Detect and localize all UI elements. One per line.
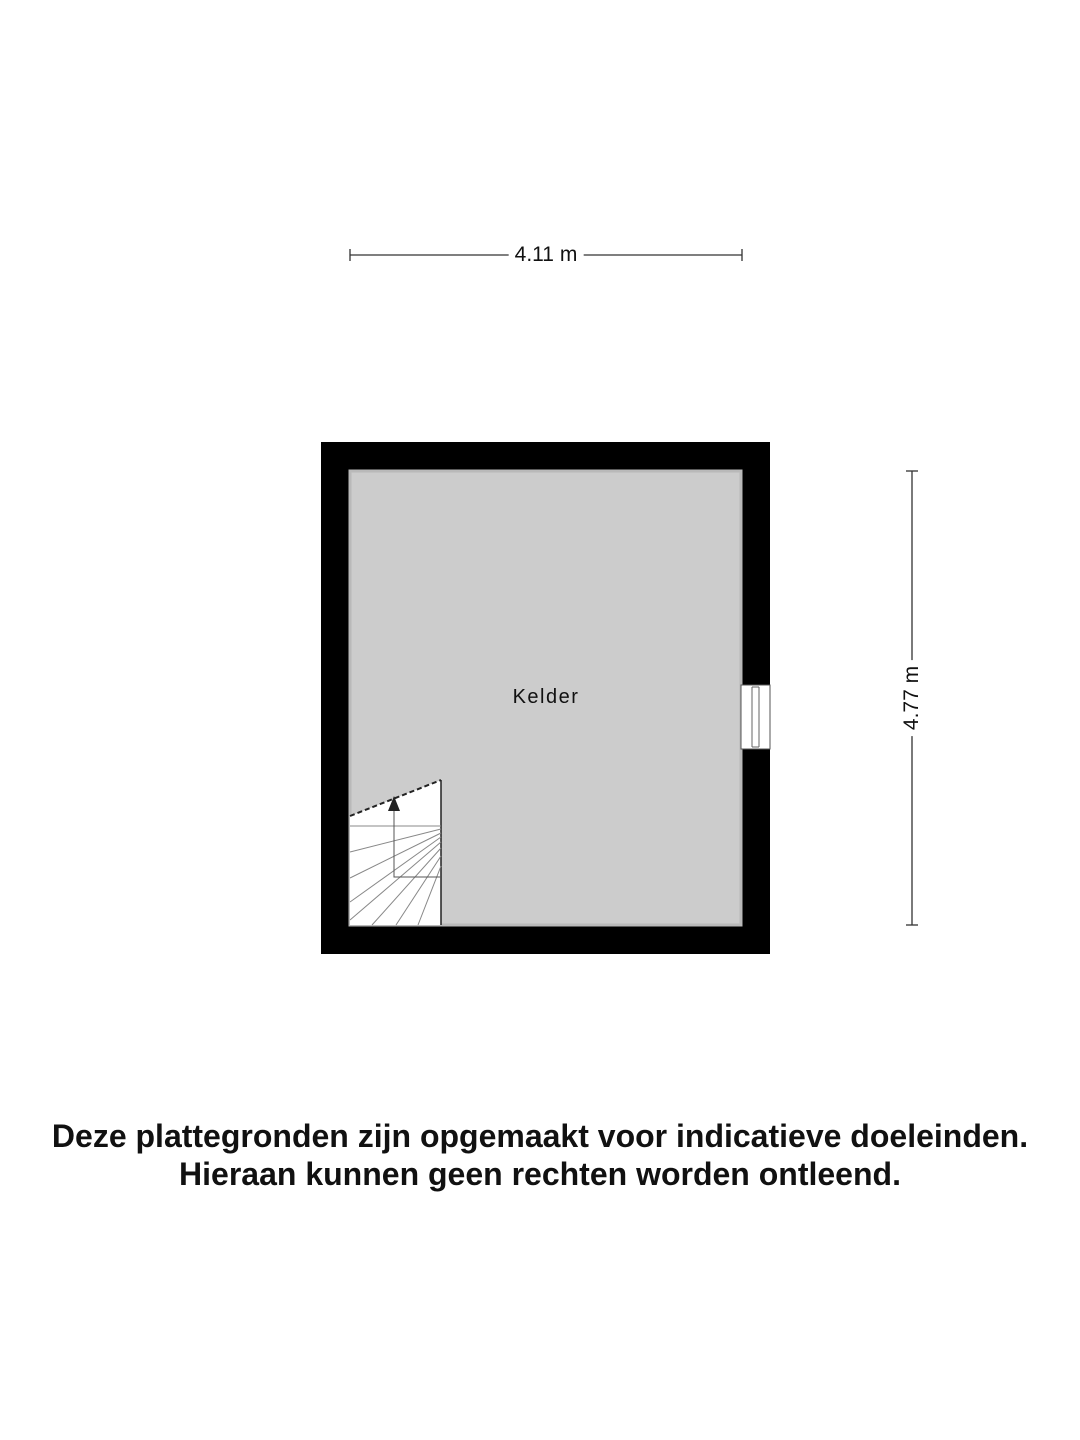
disclaimer: [0, 1117, 1080, 1193]
width-dimension-label: 4.11 m: [509, 243, 584, 267]
disclaimer-line-2: Hieraan kunnen geen rechten worden ontleend.: [179, 1156, 901, 1192]
height-dimension-label: 4.77 m: [900, 660, 924, 736]
disclaimer-line-1: Deze plattegronden zijn opgemaakt voor indicatieve doeleinden.: [51, 1118, 1029, 1154]
room-label-kelder: Kelder: [512, 686, 580, 708]
window: [741, 685, 770, 749]
